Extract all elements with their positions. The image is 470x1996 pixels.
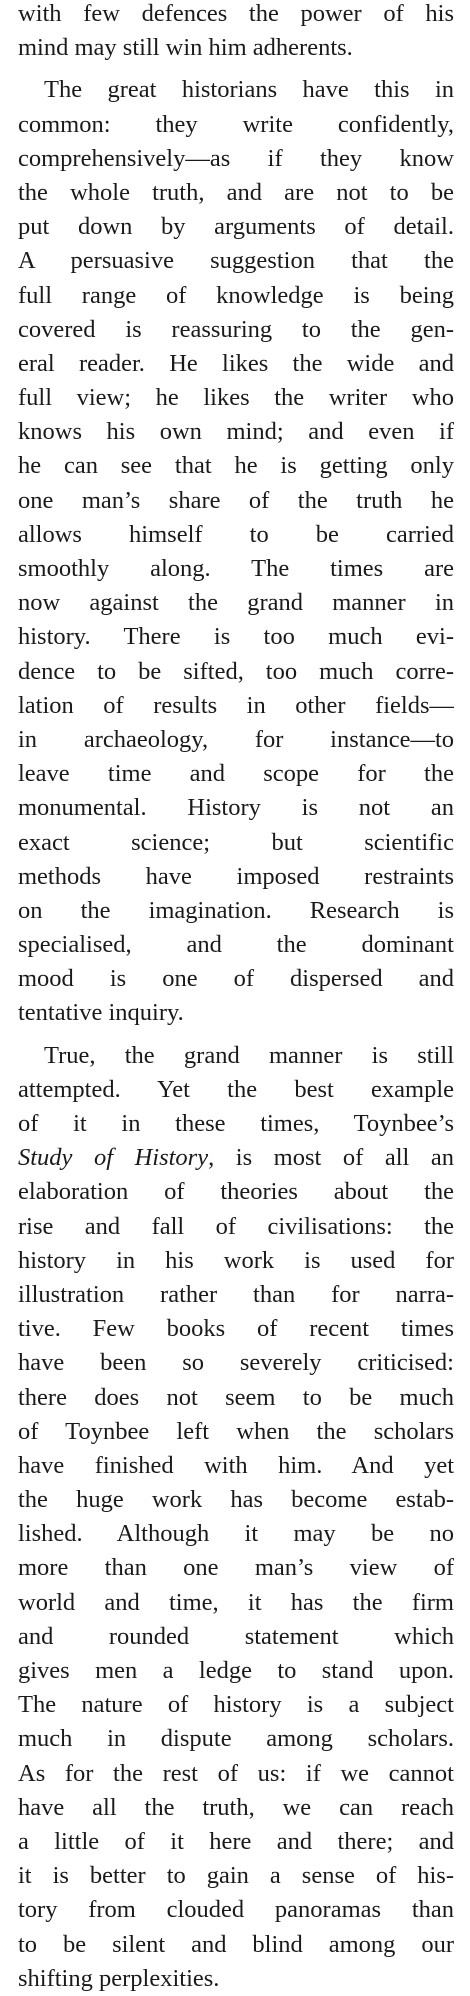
text-line: comprehensively—as if they know — [18, 144, 454, 172]
text-line: specialised, and the dominant — [18, 931, 454, 959]
text-line: smoothly along. The times are — [18, 555, 454, 582]
text-line: history in his work is used for — [18, 1246, 454, 1274]
paragraph-gap — [18, 65, 454, 73]
text-line: he can see that he is getting only — [18, 452, 454, 480]
text-line: in archaeology, for instance—to — [18, 725, 454, 753]
text-line: lation of results in other fields— — [18, 691, 454, 719]
text-line: the whole truth, and are not to be — [18, 178, 454, 206]
text-line: a little of it here and there; and — [18, 1827, 454, 1855]
text-line: full range of knowledge is being — [18, 281, 454, 309]
text-line: The great historians have this in — [44, 76, 454, 104]
text-line: As for the rest of us: if we cannot — [18, 1759, 454, 1787]
text-line: tentative inquiry. — [18, 999, 184, 1027]
text-line: True, the grand manner is still — [44, 1041, 454, 1069]
text-line: methods have imposed restraints — [18, 862, 454, 890]
text-line: much in dispute among scholars. — [18, 1725, 454, 1753]
text-line: on the imagination. Research is — [18, 896, 454, 924]
text-line: have all the truth, we can reach — [18, 1793, 454, 1821]
document-page — [18, 0, 454, 1996]
text-line: of it in these times, Toynbee’s — [18, 1110, 454, 1137]
text-line: covered is reassuring to the gen- — [18, 315, 454, 343]
text-line: exact science; but scientific — [18, 828, 454, 856]
text-line: with few defences the power of his — [18, 0, 454, 27]
text-line: Study of History, is most of all an — [18, 1144, 454, 1172]
text-line: attempted. Yet the best example — [18, 1075, 454, 1103]
text-line: lished. Although it may be no — [18, 1520, 454, 1548]
text-line: mind may still win him adherents. — [18, 34, 353, 62]
text-line: mood is one of dispersed and — [18, 965, 454, 993]
text-line: there does not seem to be much — [18, 1383, 454, 1411]
text-line: more than one man’s view of — [18, 1554, 454, 1582]
text-line: history. There is too much evi- — [18, 623, 454, 651]
text-line: A persuasive suggestion that the — [18, 247, 454, 275]
text-line: knows his own mind; and even if — [18, 418, 454, 446]
text-line: have finished with him. And yet — [18, 1451, 454, 1479]
text-line: of Toynbee left when the scholars — [18, 1417, 454, 1445]
text-line: illustration rather than for narra- — [18, 1280, 454, 1308]
text-line: to be silent and blind among our — [18, 1930, 454, 1958]
text-line: and rounded statement which — [18, 1622, 454, 1650]
text-line: gives men a ledge to stand upon. — [18, 1657, 454, 1684]
text-line: eral reader. He likes the wide and — [18, 349, 454, 377]
text-line: put down by arguments of detail. — [18, 213, 454, 241]
text-line: elaboration of theories about the — [18, 1178, 454, 1206]
text-line: it is better to gain a sense of his- — [18, 1862, 454, 1890]
text-line: the huge work has become estab- — [18, 1486, 454, 1514]
text-line: common: they write confidently, — [18, 110, 454, 138]
text-line: now against the grand manner in — [18, 589, 454, 617]
paragraph — [18, 0, 454, 65]
text-line: leave time and scope for the — [18, 760, 454, 788]
text-line: shifting perplexities. — [18, 1964, 220, 1992]
paragraph-gap — [18, 1031, 454, 1039]
text-line: monumental. History is not an — [18, 794, 454, 822]
text-line: world and time, it has the firm — [18, 1588, 454, 1616]
paragraph — [18, 73, 454, 1030]
text-line: The nature of history is a subject — [18, 1691, 454, 1719]
book-title: Study of History — [18, 1144, 209, 1172]
paragraph — [18, 1039, 454, 1996]
text-line: tive. Few books of recent times — [18, 1315, 454, 1343]
text-line: allows himself to be carried — [18, 520, 454, 548]
text-line: tory from clouded panoramas than — [18, 1896, 454, 1924]
text-line: have been so severely criticised: — [18, 1349, 454, 1377]
text-line: dence to be sifted, too much corre- — [18, 657, 454, 685]
text-line: full view; he likes the writer who — [18, 384, 454, 412]
text-line: rise and fall of civilisations: the — [18, 1212, 454, 1240]
text-line: one man’s share of the truth he — [18, 486, 454, 514]
